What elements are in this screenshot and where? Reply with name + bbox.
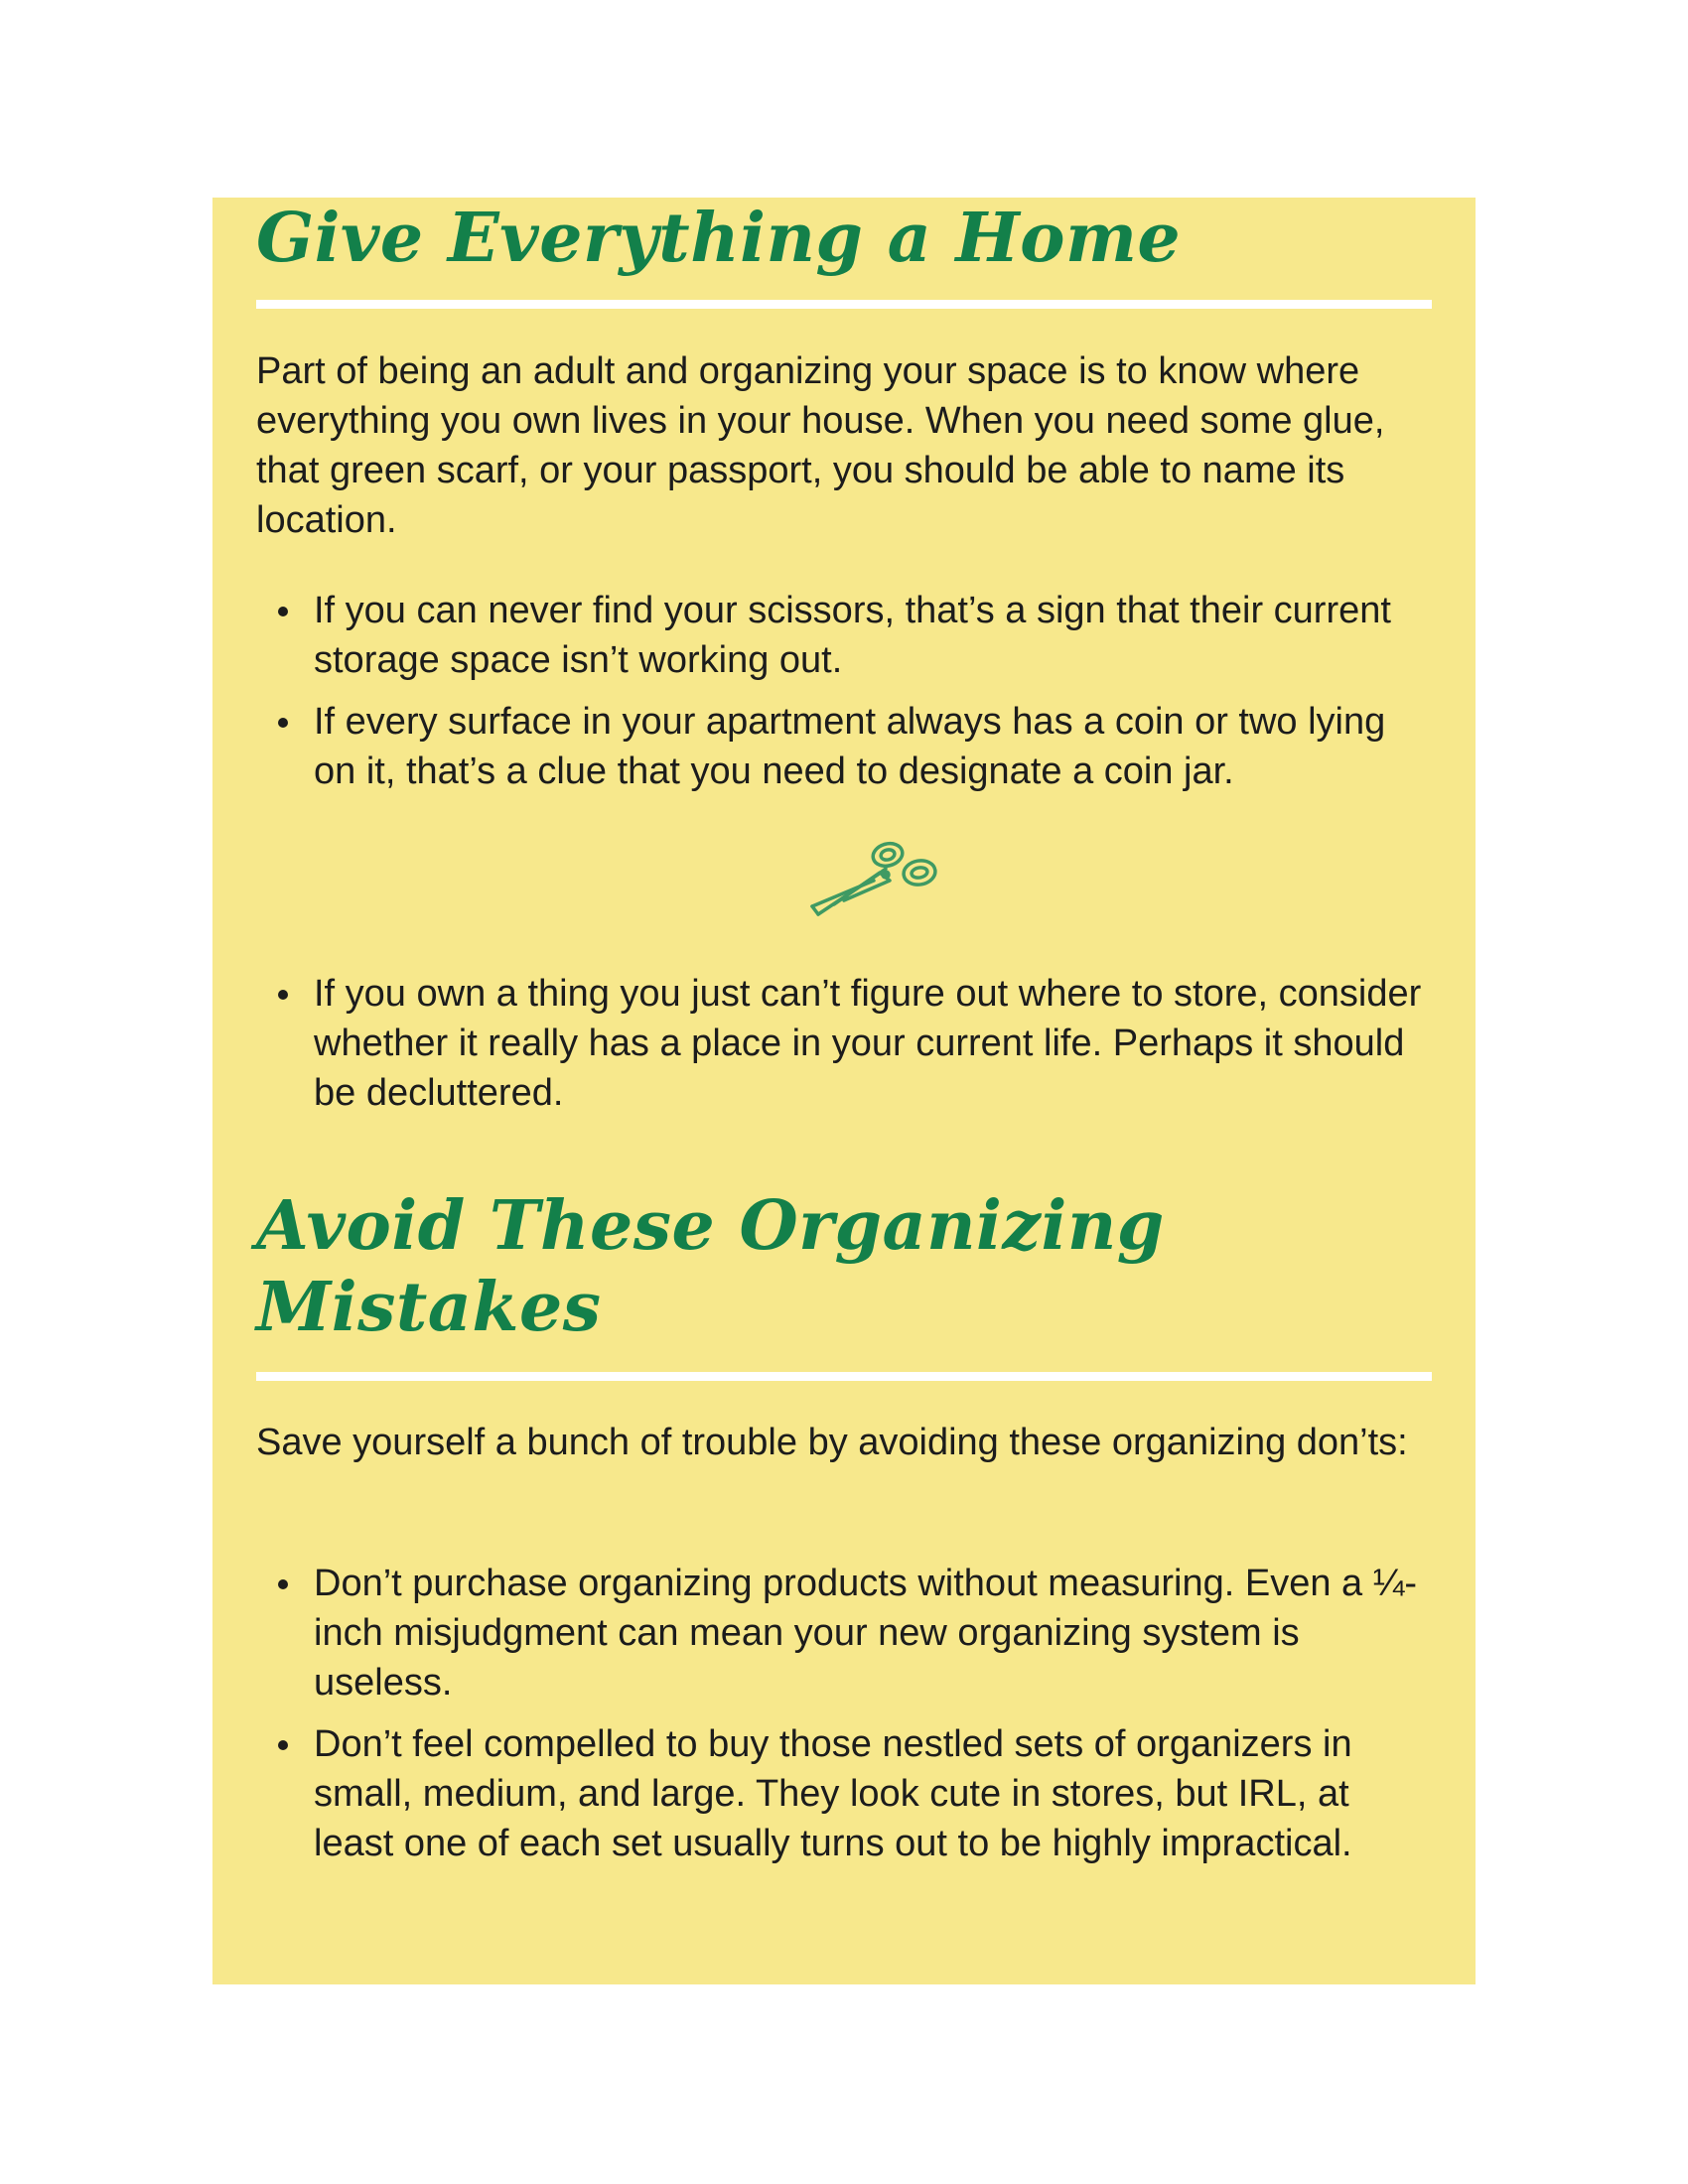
bullet-list: [256, 586, 1432, 796]
section-heading-give-everything-a-home: Give Everything a Home: [256, 199, 1182, 278]
content-panel: [212, 198, 1476, 1984]
list-item: If you own a thing you just can’t figure out where to store, consider whether it really has a place in your current life. Perhaps it should be decluttered.: [256, 969, 1432, 1118]
section-intro-paragraph: Save yourself a bunch of trouble by avoiding these organizing don’ts:: [256, 1422, 1408, 1463]
list-item: Don’t purchase organizing products without measuring. Even a ¼-inch misjudgment can mean your new organizing system is useless.: [256, 1559, 1432, 1707]
bullet-list: [256, 1559, 1432, 1868]
section-heading-avoid-organizing-mistakes: Avoid These Organizing Mistakes: [256, 1186, 1165, 1347]
section-divider: [256, 1372, 1432, 1381]
section-divider: [256, 300, 1432, 309]
list-item: If every surface in your apartment always has a coin or two lying on it, that’s a clue that you need to designate a coin jar.: [256, 697, 1432, 796]
list-item: If you can never find your scissors, that’s a sign that their current storage space isn’t working out.: [256, 586, 1432, 685]
list-item: Don’t feel compelled to buy those nestled sets of organizers in small, medium, and large. They look cute in stores, but IRL, at least one of each set usually turns out to be highly impractical.: [256, 1719, 1432, 1868]
scissors-icon: [804, 835, 943, 922]
section-intro-paragraph: Part of being an adult and organizing your space is to know where everything you own lives in your house. When you need some glue, that green scarf, or your passport, you should be able to name its location.: [256, 350, 1385, 541]
bullet-list: [256, 969, 1432, 1118]
